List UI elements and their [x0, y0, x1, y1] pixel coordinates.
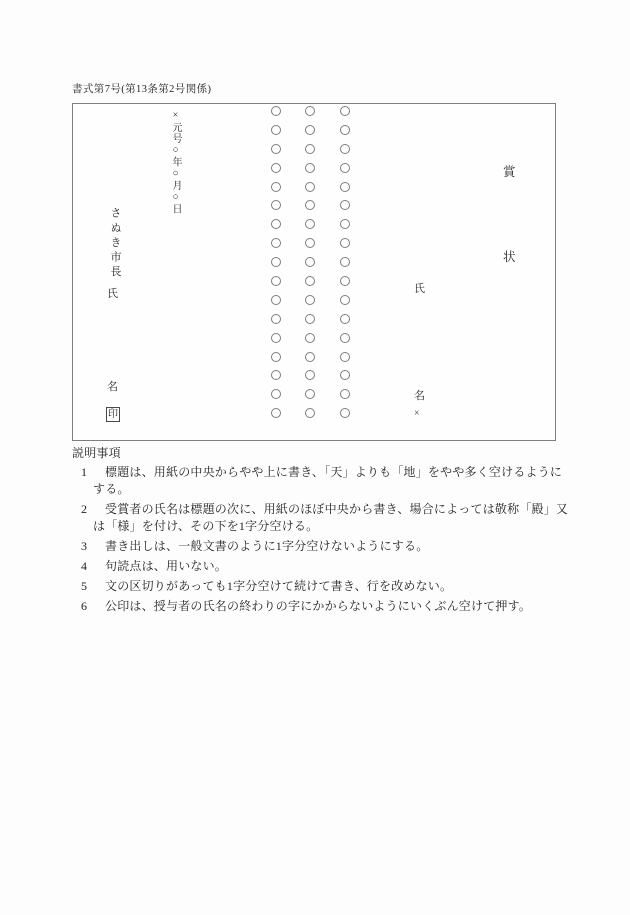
note-number: 4	[81, 559, 88, 573]
placeholder-circle	[305, 200, 315, 210]
note-text: 句読点は、用いない。	[105, 559, 228, 573]
placeholder-circle	[340, 144, 350, 154]
placeholder-circle	[340, 352, 350, 362]
placeholder-circle	[271, 182, 281, 192]
placeholder-circle	[340, 257, 350, 267]
placeholder-circle	[340, 314, 350, 324]
form-label: 書式第7号(第13条第2号関係)	[72, 84, 212, 95]
placeholder-circle	[271, 276, 281, 286]
placeholder-circle	[271, 144, 281, 154]
body-placeholder-grid	[271, 106, 350, 418]
placeholder-circle	[340, 163, 350, 173]
note-text: 文の区切りがあっても1字分空けて続けて書き、行を改めない。	[105, 579, 453, 593]
issuer-title: さぬき市長	[109, 207, 121, 280]
placeholder-circle	[271, 333, 281, 343]
placeholder-circle	[271, 125, 281, 135]
note-text: 受賞者の氏名は標題の次に、用紙のほぼ中央から書き、場合によっては敬称「殿」又	[105, 502, 569, 516]
note-item	[72, 558, 572, 575]
placeholder-circle	[305, 238, 315, 248]
issuer-givenname-label: 名	[107, 381, 118, 393]
placeholder-column	[305, 106, 315, 418]
placeholder-circle	[305, 295, 315, 305]
note-number: 3	[81, 539, 88, 553]
placeholder-circle	[305, 370, 315, 380]
placeholder-circle	[340, 238, 350, 248]
note-number: 5	[81, 579, 88, 593]
placeholder-circle	[271, 163, 281, 173]
note-text-continued: は「様」を付け、その下を1字分空ける。	[93, 519, 319, 533]
recipient-givenname-label: 名	[414, 390, 425, 402]
note-item	[72, 578, 572, 595]
placeholder-circle	[305, 163, 315, 173]
date-placeholder-line: ×元号○年○月○日	[170, 110, 181, 215]
placeholder-circle	[305, 125, 315, 135]
placeholder-column	[340, 106, 350, 418]
placeholder-circle	[271, 408, 281, 418]
issuer-surname-label: 氏	[107, 288, 118, 300]
placeholder-circle	[340, 333, 350, 343]
placeholder-circle	[340, 182, 350, 192]
note-item	[72, 538, 572, 555]
note-number: 2	[81, 502, 88, 516]
placeholder-circle	[305, 352, 315, 362]
placeholder-circle	[305, 219, 315, 229]
placeholder-circle	[340, 125, 350, 135]
note-text-continued: する。	[93, 482, 130, 496]
note-item	[72, 598, 572, 615]
placeholder-circle	[271, 295, 281, 305]
note-number: 6	[81, 599, 88, 613]
placeholder-circle	[271, 352, 281, 362]
note-item	[72, 464, 572, 498]
placeholder-circle	[305, 276, 315, 286]
certificate-title-char-top: 賞	[503, 165, 516, 179]
note-item	[72, 501, 572, 535]
placeholder-circle	[305, 257, 315, 267]
placeholder-circle	[305, 144, 315, 154]
notes-section	[72, 444, 572, 618]
placeholder-circle	[271, 200, 281, 210]
note-number: 1	[81, 465, 88, 479]
placeholder-circle	[340, 389, 350, 399]
placeholder-circle	[305, 389, 315, 399]
placeholder-circle	[305, 106, 315, 116]
notes-heading: 説明事項	[72, 446, 121, 460]
placeholder-circle	[340, 408, 350, 418]
placeholder-circle	[271, 106, 281, 116]
certificate-title-char-bottom: 状	[503, 250, 516, 264]
placeholder-circle	[305, 182, 315, 192]
placeholder-circle	[340, 219, 350, 229]
placeholder-circle	[271, 219, 281, 229]
placeholder-circle	[271, 238, 281, 248]
placeholder-circle	[305, 314, 315, 324]
certificate-template-box	[72, 103, 556, 441]
placeholder-circle	[271, 257, 281, 267]
note-text: 書き出しは、一般文書のように1字分空けないようにする。	[105, 539, 429, 553]
placeholder-circle	[340, 106, 350, 116]
note-text: 公印は、授与者の氏名の終わりの字にかからないようにいくぶん空けて押す。	[105, 599, 532, 613]
placeholder-circle	[271, 389, 281, 399]
recipient-surname-label: 氏	[414, 283, 425, 295]
end-mark: ×	[414, 408, 420, 419]
placeholder-circle	[340, 370, 350, 380]
note-text: 標題は、用紙の中央からやや上に書き、「天」よりも「地」をやや多く空けるように	[105, 465, 563, 479]
placeholder-column	[271, 106, 281, 418]
placeholder-circle	[271, 370, 281, 380]
placeholder-circle	[271, 314, 281, 324]
placeholder-circle	[305, 408, 315, 418]
seal-mark: 印	[106, 407, 120, 422]
placeholder-circle	[340, 276, 350, 286]
placeholder-circle	[305, 333, 315, 343]
placeholder-circle	[340, 200, 350, 210]
placeholder-circle	[340, 295, 350, 305]
